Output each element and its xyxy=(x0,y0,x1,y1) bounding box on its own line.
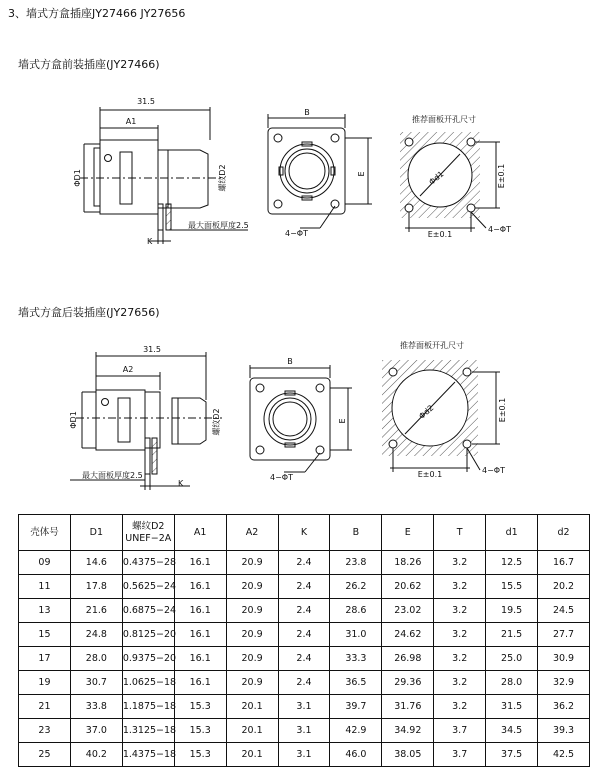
table-cell: 1.1875−18 xyxy=(122,695,174,719)
table-row xyxy=(19,647,590,671)
table-row xyxy=(19,623,590,647)
table-cell: 46.0 xyxy=(330,743,382,767)
table-cell: 23.8 xyxy=(330,551,382,575)
table-cell: 15.3 xyxy=(174,719,226,743)
spec-table-body xyxy=(19,551,590,767)
column-header: K xyxy=(278,515,330,551)
table-cell: 20.9 xyxy=(226,575,278,599)
table-cell: 16.1 xyxy=(174,575,226,599)
table-cell: 2.4 xyxy=(278,671,330,695)
front-cutout-d-label: Φd1 xyxy=(427,169,446,187)
column-header: A2 xyxy=(226,515,278,551)
table-row xyxy=(19,599,590,623)
rear-cutout-title: 推荐面板开孔尺寸 xyxy=(400,341,464,350)
table-cell: 11 xyxy=(19,575,71,599)
table-cell: 19 xyxy=(19,671,71,695)
table-cell: 0.5625−24 xyxy=(122,575,174,599)
front-b-label: B xyxy=(304,108,310,117)
table-cell: 0.4375−28 xyxy=(122,551,174,575)
table-cell: 37.0 xyxy=(70,719,122,743)
table-cell: 15 xyxy=(19,623,71,647)
rear-cutout-e-h: E±0.1 xyxy=(417,470,443,479)
spec-table-head xyxy=(19,515,590,551)
table-cell: 2.4 xyxy=(278,599,330,623)
table-cell: 20.1 xyxy=(226,743,278,767)
front-face-view xyxy=(268,114,372,228)
rear-overall-dim: 31.5 xyxy=(143,345,161,354)
table-cell: 21.5 xyxy=(486,623,538,647)
table-cell: 2.4 xyxy=(278,575,330,599)
front-d1-label: ΦD1 xyxy=(73,169,82,187)
table-cell: 16.1 xyxy=(174,599,226,623)
table-cell: 2.4 xyxy=(278,647,330,671)
rear-cutout-view xyxy=(382,360,500,472)
table-row xyxy=(19,743,590,767)
rear-cutout-e-v: E±0.1 xyxy=(498,397,507,423)
column-header: 螺纹D2 UNEF−2A xyxy=(122,515,174,551)
table-cell: 26.98 xyxy=(382,647,434,671)
table-cell: 3.2 xyxy=(434,575,486,599)
table-cell: 39.7 xyxy=(330,695,382,719)
rear-section-title: 墙式方盒后装插座(JY27656) xyxy=(18,306,160,319)
table-row xyxy=(19,671,590,695)
front-drawings xyxy=(0,0,608,300)
table-cell: 3.2 xyxy=(434,695,486,719)
front-thread-label: 螺纹D2 xyxy=(218,164,227,192)
table-cell: 1.3125−18 xyxy=(122,719,174,743)
spec-table xyxy=(18,514,590,767)
table-cell: 25.0 xyxy=(486,647,538,671)
table-cell: 16.7 xyxy=(538,551,590,575)
front-cutout-holes: 4−ΦT xyxy=(488,225,511,234)
rear-d1-label: ΦD1 xyxy=(69,411,78,429)
front-overall-dim: 31.5 xyxy=(137,97,155,106)
table-cell: 17 xyxy=(19,647,71,671)
table-cell: 20.9 xyxy=(226,671,278,695)
table-cell: 38.05 xyxy=(382,743,434,767)
table-cell: 34.92 xyxy=(382,719,434,743)
table-cell: 31.76 xyxy=(382,695,434,719)
rear-panel-label: 最大面板厚度2.5 xyxy=(82,471,143,480)
table-cell: 31.5 xyxy=(486,695,538,719)
column-header: d2 xyxy=(538,515,590,551)
front-a-dim: A1 xyxy=(125,117,137,126)
table-cell: 20.1 xyxy=(226,695,278,719)
table-row xyxy=(19,719,590,743)
table-cell: 25 xyxy=(19,743,71,767)
front-cutout-title: 推荐面板开孔尺寸 xyxy=(412,115,476,124)
table-cell: 36.2 xyxy=(538,695,590,719)
column-header: 壳体号 xyxy=(19,515,71,551)
table-cell: 16.1 xyxy=(174,623,226,647)
table-cell: 27.7 xyxy=(538,623,590,647)
column-header: E xyxy=(382,515,434,551)
table-cell: 33.3 xyxy=(330,647,382,671)
table-cell: 0.9375−20 xyxy=(122,647,174,671)
column-header: A1 xyxy=(174,515,226,551)
table-cell: 24.5 xyxy=(538,599,590,623)
table-row xyxy=(19,695,590,719)
front-cutout-e-v: E±0.1 xyxy=(497,163,506,189)
table-cell: 3.2 xyxy=(434,623,486,647)
table-row xyxy=(19,575,590,599)
table-cell: 1.0625−18 xyxy=(122,671,174,695)
table-cell: 3.7 xyxy=(434,743,486,767)
table-cell: 28.6 xyxy=(330,599,382,623)
table-cell: 16.1 xyxy=(174,671,226,695)
table-cell: 21.6 xyxy=(70,599,122,623)
front-k-label: K xyxy=(147,237,153,246)
table-row xyxy=(19,551,590,575)
rear-cutout-d-label: Φd2 xyxy=(417,403,436,421)
front-holes-label: 4−ΦT xyxy=(285,229,308,238)
rear-k-label: K xyxy=(178,479,184,488)
column-header: D1 xyxy=(70,515,122,551)
table-cell: 12.5 xyxy=(486,551,538,575)
front-e-label: E xyxy=(357,171,366,177)
table-cell: 19.5 xyxy=(486,599,538,623)
table-cell: 2.4 xyxy=(278,623,330,647)
table-cell: 28.0 xyxy=(486,671,538,695)
rear-thread-label: 螺纹D2 xyxy=(212,408,221,436)
rear-a-dim: A2 xyxy=(122,365,134,374)
table-cell: 16.1 xyxy=(174,647,226,671)
rear-b-label: B xyxy=(287,357,293,366)
table-cell: 14.6 xyxy=(70,551,122,575)
table-cell: 42.9 xyxy=(330,719,382,743)
front-cutout-view xyxy=(400,132,500,232)
table-cell: 0.6875−24 xyxy=(122,599,174,623)
table-cell: 20.1 xyxy=(226,719,278,743)
table-cell: 21 xyxy=(19,695,71,719)
table-cell: 32.9 xyxy=(538,671,590,695)
table-cell: 16.1 xyxy=(174,551,226,575)
page-heading: 3、墙式方盒插座JY27466 JY27656 xyxy=(8,7,186,20)
table-cell: 28.0 xyxy=(70,647,122,671)
table-cell: 3.2 xyxy=(434,551,486,575)
table-cell: 15.3 xyxy=(174,743,226,767)
table-cell: 09 xyxy=(19,551,71,575)
table-cell: 30.7 xyxy=(70,671,122,695)
front-section-title: 墙式方盒前装插座(JY27466) xyxy=(18,58,160,71)
table-cell: 40.2 xyxy=(70,743,122,767)
column-header: B xyxy=(330,515,382,551)
table-cell: 20.2 xyxy=(538,575,590,599)
table-cell: 20.9 xyxy=(226,599,278,623)
table-cell: 20.62 xyxy=(382,575,434,599)
table-cell: 15.5 xyxy=(486,575,538,599)
table-cell: 2.4 xyxy=(278,551,330,575)
table-cell: 23.02 xyxy=(382,599,434,623)
rear-cutout-holes: 4−ΦT xyxy=(482,466,505,475)
table-cell: 37.5 xyxy=(486,743,538,767)
front-cutout-e-h: E±0.1 xyxy=(427,230,453,239)
table-cell: 31.0 xyxy=(330,623,382,647)
rear-e-label: E xyxy=(338,418,347,424)
table-cell: 26.2 xyxy=(330,575,382,599)
table-cell: 1.4375−18 xyxy=(122,743,174,767)
table-cell: 39.3 xyxy=(538,719,590,743)
table-cell: 33.8 xyxy=(70,695,122,719)
table-cell: 34.5 xyxy=(486,719,538,743)
table-cell: 3.1 xyxy=(278,719,330,743)
table-cell: 29.36 xyxy=(382,671,434,695)
table-cell: 17.8 xyxy=(70,575,122,599)
table-cell: 3.2 xyxy=(434,647,486,671)
table-cell: 15.3 xyxy=(174,695,226,719)
table-cell: 13 xyxy=(19,599,71,623)
table-cell: 24.8 xyxy=(70,623,122,647)
table-cell: 20.9 xyxy=(226,623,278,647)
table-cell: 20.9 xyxy=(226,647,278,671)
table-cell: 3.7 xyxy=(434,719,486,743)
table-cell: 3.1 xyxy=(278,695,330,719)
table-cell: 24.62 xyxy=(382,623,434,647)
rear-holes-label: 4−ΦT xyxy=(270,473,293,482)
column-header: d1 xyxy=(486,515,538,551)
column-header: T xyxy=(434,515,486,551)
front-panel-label: 最大面板厚度2.5 xyxy=(188,221,249,230)
table-cell: 3.2 xyxy=(434,599,486,623)
table-cell: 23 xyxy=(19,719,71,743)
table-cell: 36.5 xyxy=(330,671,382,695)
table-cell: 20.9 xyxy=(226,551,278,575)
table-cell: 3.1 xyxy=(278,743,330,767)
table-cell: 30.9 xyxy=(538,647,590,671)
rear-side-view xyxy=(70,352,222,490)
header-row xyxy=(19,515,590,551)
rear-face-view xyxy=(250,365,352,472)
table-cell: 0.8125−20 xyxy=(122,623,174,647)
table-cell: 18.26 xyxy=(382,551,434,575)
table-cell: 42.5 xyxy=(538,743,590,767)
rear-drawings xyxy=(0,310,608,510)
table-cell: 3.2 xyxy=(434,671,486,695)
